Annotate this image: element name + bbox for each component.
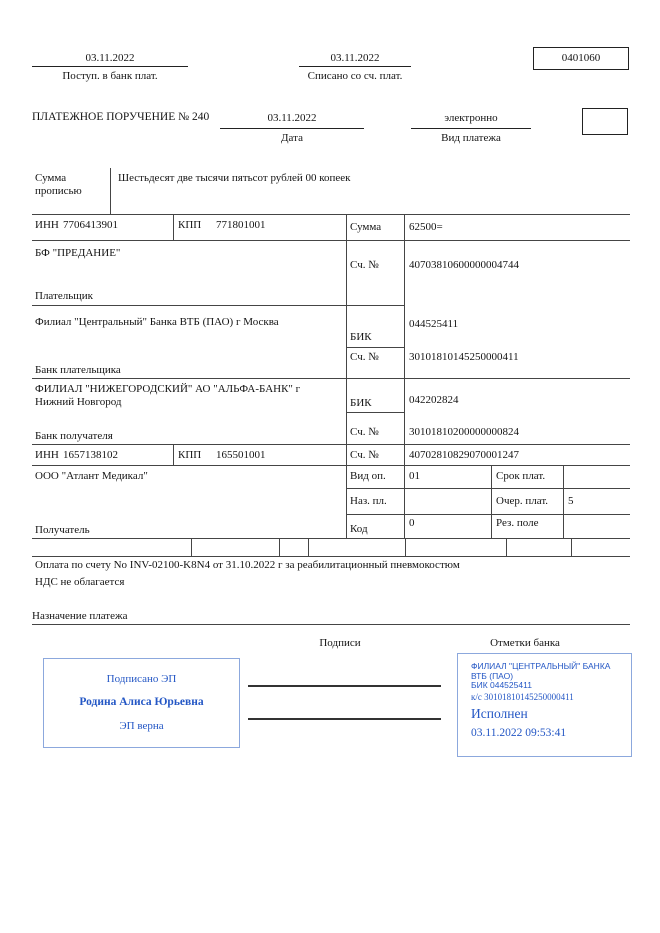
payment-purpose-section-label: Назначение платежа xyxy=(32,610,128,622)
received-in-bank-label: Поступ. в банк плат. xyxy=(62,70,158,82)
payee-kpp-label: КПП xyxy=(178,449,202,461)
bank-stamp-bik: БИК 044525411 xyxy=(471,680,532,690)
payment-purpose-code-label: Наз. пл. xyxy=(350,495,387,507)
document-title: ПЛАТЕЖНОЕ ПОРУЧЕНИЕ № 240 xyxy=(32,111,210,123)
sum-label: Сумма xyxy=(350,221,382,233)
payer-bank-name: Филиал "Центральный" Банка ВТБ (ПАО) г Москва xyxy=(35,316,279,328)
date-underline xyxy=(220,128,364,129)
operation-kind-value: 01 xyxy=(409,470,420,482)
payee-inn-label: ИНН xyxy=(35,449,59,461)
grid-line xyxy=(110,168,111,214)
grid-line xyxy=(32,538,630,539)
purpose-underline xyxy=(32,624,630,625)
payer-account-value: 40703810600000004744 xyxy=(409,259,519,271)
grid-line xyxy=(405,538,406,556)
signature-line xyxy=(248,718,441,720)
priority-value: 5 xyxy=(568,495,574,507)
payer-section-label: Плательщик xyxy=(35,290,93,302)
payer-bank-bik-value: 044525411 xyxy=(409,318,459,330)
grid-line xyxy=(346,488,630,489)
payee-bank-account-value: 30101810200000000824 xyxy=(409,426,519,438)
received-date-underline xyxy=(32,66,188,67)
payment-purpose-line2: НДС не облагается xyxy=(35,576,125,588)
payee-kpp-value: 165501001 xyxy=(216,449,266,461)
payer-bank-bik-label: БИК xyxy=(350,331,372,343)
grid-line xyxy=(173,444,174,465)
code-value: 0 xyxy=(409,517,415,529)
form-code: 0401060 xyxy=(561,52,601,64)
payer-account-label: Сч. № xyxy=(350,259,379,271)
payer-bank-account-value: 30101810145250000411 xyxy=(409,351,519,363)
payee-name: ООО "Атлант Медикал" xyxy=(35,470,148,482)
debited-date-underline xyxy=(299,66,411,67)
received-in-bank-date: 03.11.2022 xyxy=(85,52,135,64)
bank-stamp-corr-account: к/с 30101810145250000411 xyxy=(471,692,574,702)
payer-name: БФ "ПРЕДАНИЕ" xyxy=(35,247,121,259)
payee-account-value: 40702810829070001247 xyxy=(409,449,519,461)
payee-section-label: Получатель xyxy=(35,524,90,536)
payee-bank-name: ФИЛИАЛ "НИЖЕГОРОДСКИЙ" АО "АЛЬФА-БАНК" г Нижний Новгород xyxy=(35,383,301,408)
payment-kind-value: электронно xyxy=(444,112,498,124)
payee-bank-bik-value: 042202824 xyxy=(409,394,459,406)
grid-line xyxy=(308,538,309,556)
payer-kpp-value: 771801001 xyxy=(216,219,266,231)
payee-inn-value: 1657138102 xyxy=(63,449,118,461)
grid-line xyxy=(279,538,280,556)
grid-line xyxy=(346,514,630,515)
payer-bank-section-label: Банк плательщика xyxy=(35,364,121,376)
bank-stamp-status: Исполнен xyxy=(471,706,528,721)
electronic-signature-stamp xyxy=(43,658,240,748)
payment-purpose-line1: Оплата по счету No INV-02100-K8N4 от 31.10.2022 г за реабилитационный пневмокостюм xyxy=(35,559,460,571)
grid-line xyxy=(32,444,630,445)
bank-execution-stamp xyxy=(457,653,632,757)
grid-line xyxy=(191,538,192,556)
grid-line xyxy=(346,347,404,348)
payment-term-label: Срок плат. xyxy=(496,470,546,482)
signed-electronically-label: Подписано ЭП xyxy=(106,673,177,685)
payer-kpp-label: КПП xyxy=(178,219,202,231)
payee-bank-account-label: Сч. № xyxy=(350,426,379,438)
grid-line xyxy=(32,214,630,215)
document-date: 03.11.2022 xyxy=(267,112,317,124)
bank-stamp-datetime: 03.11.2022 09:53:41 xyxy=(471,727,567,739)
bank-stamp-bank-name-line1: ФИЛИАЛ "ЦЕНТРАЛЬНЫЙ" БАНКА xyxy=(471,661,611,671)
payee-account-label: Сч. № xyxy=(350,449,379,461)
payer-inn-value: 7706413901 xyxy=(63,219,118,231)
priority-label: Очер. плат. xyxy=(496,495,549,507)
reserve-field-label: Рез. поле xyxy=(496,517,539,529)
payer-inn-label: ИНН xyxy=(35,219,59,231)
grid-line xyxy=(404,214,405,538)
payment-kind-underline xyxy=(411,128,531,129)
status-box xyxy=(582,108,628,135)
bank-stamp-bank-name-line2: ВТБ (ПАО) xyxy=(471,671,514,681)
grid-line xyxy=(173,214,174,240)
grid-line xyxy=(32,556,630,557)
payee-bank-section-label: Банк получателя xyxy=(35,430,113,442)
payment-kind-label: Вид платежа xyxy=(441,132,501,144)
payee-bank-bik-label: БИК xyxy=(350,397,372,409)
operation-kind-label: Вид оп. xyxy=(350,470,386,482)
grid-line xyxy=(32,465,630,466)
debited-label: Списано со сч. плат. xyxy=(307,70,403,82)
amount-words-label: Сумма прописью xyxy=(35,172,82,197)
bank-marks-label: Отметки банка xyxy=(490,637,560,649)
grid-line xyxy=(346,214,347,538)
signatures-label: Подписи xyxy=(319,637,361,649)
amount-words-value: Шестьдесят две тысячи пятьсот рублей 00 копеек xyxy=(118,172,351,184)
sum-value: 62500= xyxy=(409,221,443,233)
grid-line xyxy=(346,412,404,413)
date-label: Дата xyxy=(281,132,303,144)
signature-valid-label: ЭП верна xyxy=(119,720,164,732)
payer-bank-account-label: Сч. № xyxy=(350,351,379,363)
grid-line xyxy=(32,305,404,306)
debited-date: 03.11.2022 xyxy=(330,52,380,64)
grid-line xyxy=(563,465,564,538)
signature-line xyxy=(248,685,441,687)
code-label: Код xyxy=(350,523,368,535)
grid-line xyxy=(506,538,507,556)
grid-line xyxy=(32,378,630,379)
grid-line xyxy=(571,538,572,556)
grid-line xyxy=(32,240,630,241)
grid-line xyxy=(491,465,492,538)
signer-name: Родина Алиса Юрьевна xyxy=(79,696,204,708)
